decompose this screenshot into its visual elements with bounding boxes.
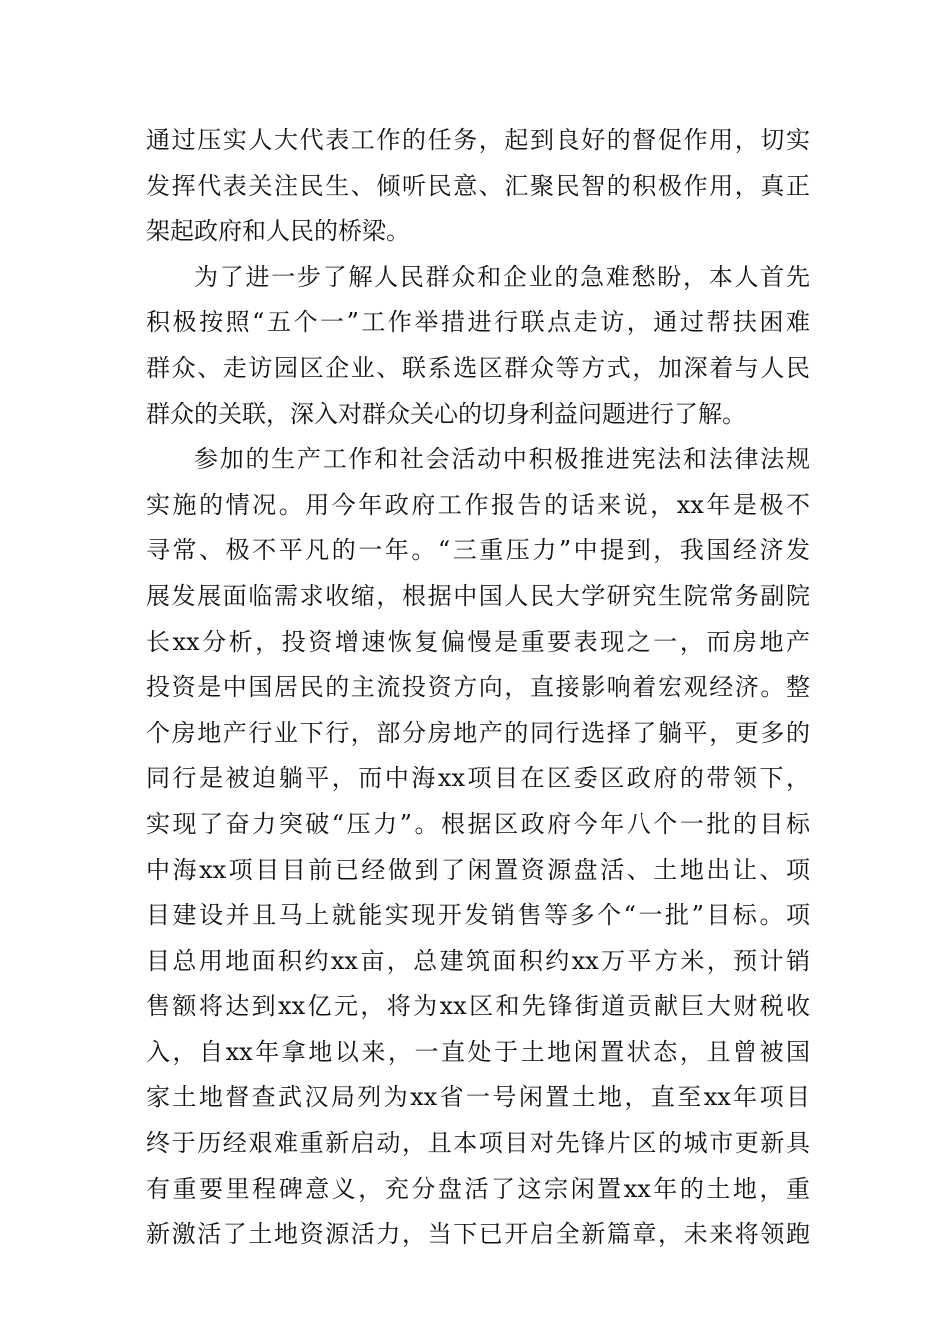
text-line: 通过压实人大代表工作的任务，起到良好的督促作用，切实 [146, 126, 810, 154]
text-line: 发挥代表关注民生、倾听民意、汇聚民智的积极作用，真正 [146, 171, 810, 200]
text-line: 终于历经艰难重新启动，且本项目对先锋片区的城市更新具 [146, 1129, 810, 1158]
text-line: 售额将达到xx亿元，将为xx区和先锋街道贡献巨大财税收 [146, 992, 810, 1021]
text-line: 新激活了土地资源活力，当下已开启全新篇章，未来将领跑 [146, 1220, 810, 1249]
text-line: 展发展面临需求收缩，根据中国人民大学研究生院常务副院 [146, 581, 810, 610]
paragraph-2 [146, 255, 810, 437]
text-line: 寻常、极不平凡的一年。“三重压力”中提到，我国经济发 [146, 536, 810, 565]
text-line: 长xx分析，投资增速恢复偏慢是重要表现之一，而房地产 [146, 627, 810, 656]
text-line: 架起政府和人民的桥梁。 [146, 217, 410, 246]
text-line: 个房地产行业下行，部分房地产的同行选择了躺平，更多的 [146, 718, 810, 747]
text-line: 目建设并且马上就能实现开发销售等多个“一批”目标。项 [146, 901, 810, 930]
text-line: 参加的生产工作和社会活动中积极推进宪法和法律法规 [194, 445, 810, 474]
text-line: 中海xx项目目前已经做到了闲置资源盘活、土地出让、项 [146, 855, 810, 884]
body-text [146, 118, 810, 1258]
text-line: 入，自xx年拿地以来，一直处于土地闲置状态，且曾被国 [146, 1037, 810, 1066]
text-line: 群众、走访园区企业、联系选区群众等方式，加深着与人民 [146, 353, 810, 382]
text-line: 实现了奋力突破“压力”。根据区政府今年八个一批的目标 [146, 809, 810, 838]
text-line: 实施的情况。用今年政府工作报告的话来说，xx年是极不 [146, 490, 810, 519]
paragraph-1 [146, 118, 810, 255]
text-line: 有重要里程碑意义，充分盘活了这宗闲置xx年的土地，重 [146, 1174, 810, 1203]
text-line: 为了进一步了解人民群众和企业的急难愁盼，本人首先 [194, 262, 810, 291]
text-line: 群众的关联，深入对群众关心的切身利益问题进行了解。 [146, 399, 746, 428]
text-line: 同行是被迫躺平，而中海xx项目在区委区政府的带领下， [146, 764, 810, 793]
text-line: 积极按照“五个一”工作举措进行联点走访，通过帮扶困难 [146, 308, 810, 337]
text-line: 家土地督查武汉局列为xx省一号闲置土地，直至xx年项目 [146, 1083, 810, 1112]
text-line: 投资是中国居民的主流投资方向，直接影响着宏观经济。整 [146, 673, 810, 702]
text-line: 目总用地面积约xx亩，总建筑面积约xx万平方米，预计销 [146, 946, 810, 975]
paragraph-3 [146, 437, 810, 1258]
